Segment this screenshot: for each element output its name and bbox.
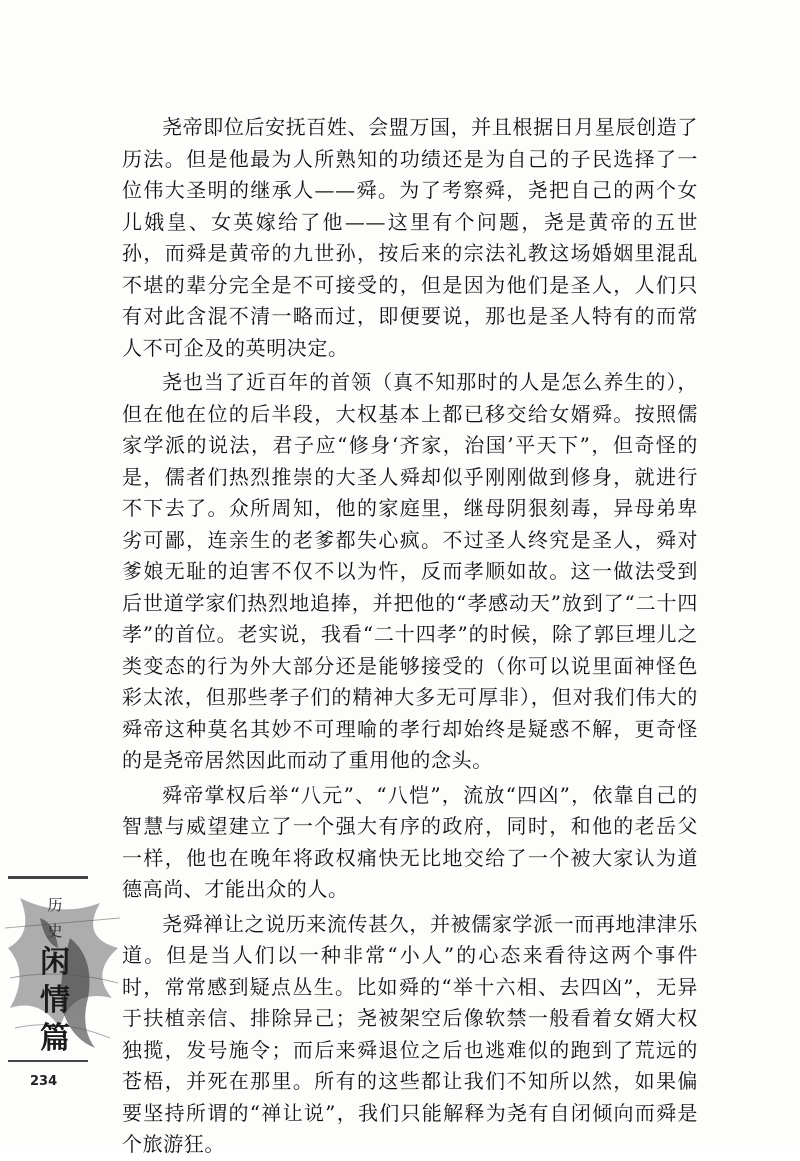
series-title-char-4: 情 — [40, 983, 70, 1018]
margin-decoration — [0, 848, 130, 1068]
series-title-char-1: 历 — [47, 896, 63, 914]
series-title-char-3: 闲 — [40, 945, 70, 980]
margin-rule-bottom — [8, 1060, 88, 1062]
series-title — [32, 892, 78, 1058]
page-number: 234 — [30, 1074, 58, 1089]
body-text — [122, 112, 698, 1161]
paragraph-4: 尧舜禅让之说历来流传甚久，并被儒家学派一而再地津津乐道。但是当人们以一种非常“小人”的心态来看待这两个事件时，常常感到疑点丛生。比如舜的“举十六相、去四凶”，无异于扶植亲信、排除异己；尧被架空后像软禁一般看着女婿大权独揽，发号施令；而后来舜退位之后也逃难似的跑到了荒远的苍梧，并死在那里。所有的这些都让我们不知所以然，如果偏要坚持所谓的“禅让说”，我们只能解释为尧有自闭倾向而舜是个旅游狂。 — [122, 911, 698, 1156]
paragraph-1: 尧帝即位后安抚百姓、会盟万国，并且根据日月星辰创造了历法。但是他最为人所熟知的功绩还是为自己的子民选择了一位伟大圣明的继承人——舜。为了考察舜，尧把自己的两个女儿娥皇、女英嫁给了他——这里有个问题，尧是黄帝的五世孙，而舜是黄帝的九世孙，按后来的宗法礼教这场婚姻里混乱不堪的辈分完全是不可接受的，但是因为他们是圣人，人们只有对此含混不清一略而过，即便要说，那也是圣人特有的而常人不可企及的英明决定。 — [122, 115, 698, 360]
series-title-char-5: 篇 — [40, 1021, 70, 1056]
paragraph-3: 舜帝掌权后举“八元”、“八恺”，流放“四凶”，依靠自己的智慧与威望建立了一个强大有序的政府，同时，和他的老岳父一样，他也在晚年将政权痛快无比地交给了一个被大家认为道德高尚、才能出众的人。 — [122, 782, 698, 901]
paragraph-2: 尧也当了近百年的首领（真不知那时的人是怎么养生的），但在他在位的后半段，大权基本上都已移交给女婿舜。按照儒家学派的说法，君子应“修身‘齐家，治国’平天下”，但奇怪的是，儒者们热烈推崇的大圣人舜却似乎刚刚做到修身，就进行不下去了。众所周知，他的家庭里，继母阴狠刻毒，异母弟卑劣可鄙，连亲生的老爹都失心疯。不过圣人终究是圣人，舜对爹娘无耻的迫害不仅不以为忤，反而孝顺如故。这一做法受到后世道学家们热烈地追捧，并把他的“孝感动天”放到了“二十四孝”的首位。老实说，我看“二十四孝”的时候，除了郭巨埋儿之类变态的行为外大部分还是能够接受的（你可以说里面神怪色彩太浓，但那些孝子们的精神大多无可厚非），但对我们伟大的舜帝这种莫名其妙不可理喻的孝行却始终是疑惑不解，更奇怪的是尧帝居然因此而动了重用他的念头。 — [122, 370, 698, 772]
series-title-char-2: 史 — [47, 922, 63, 940]
